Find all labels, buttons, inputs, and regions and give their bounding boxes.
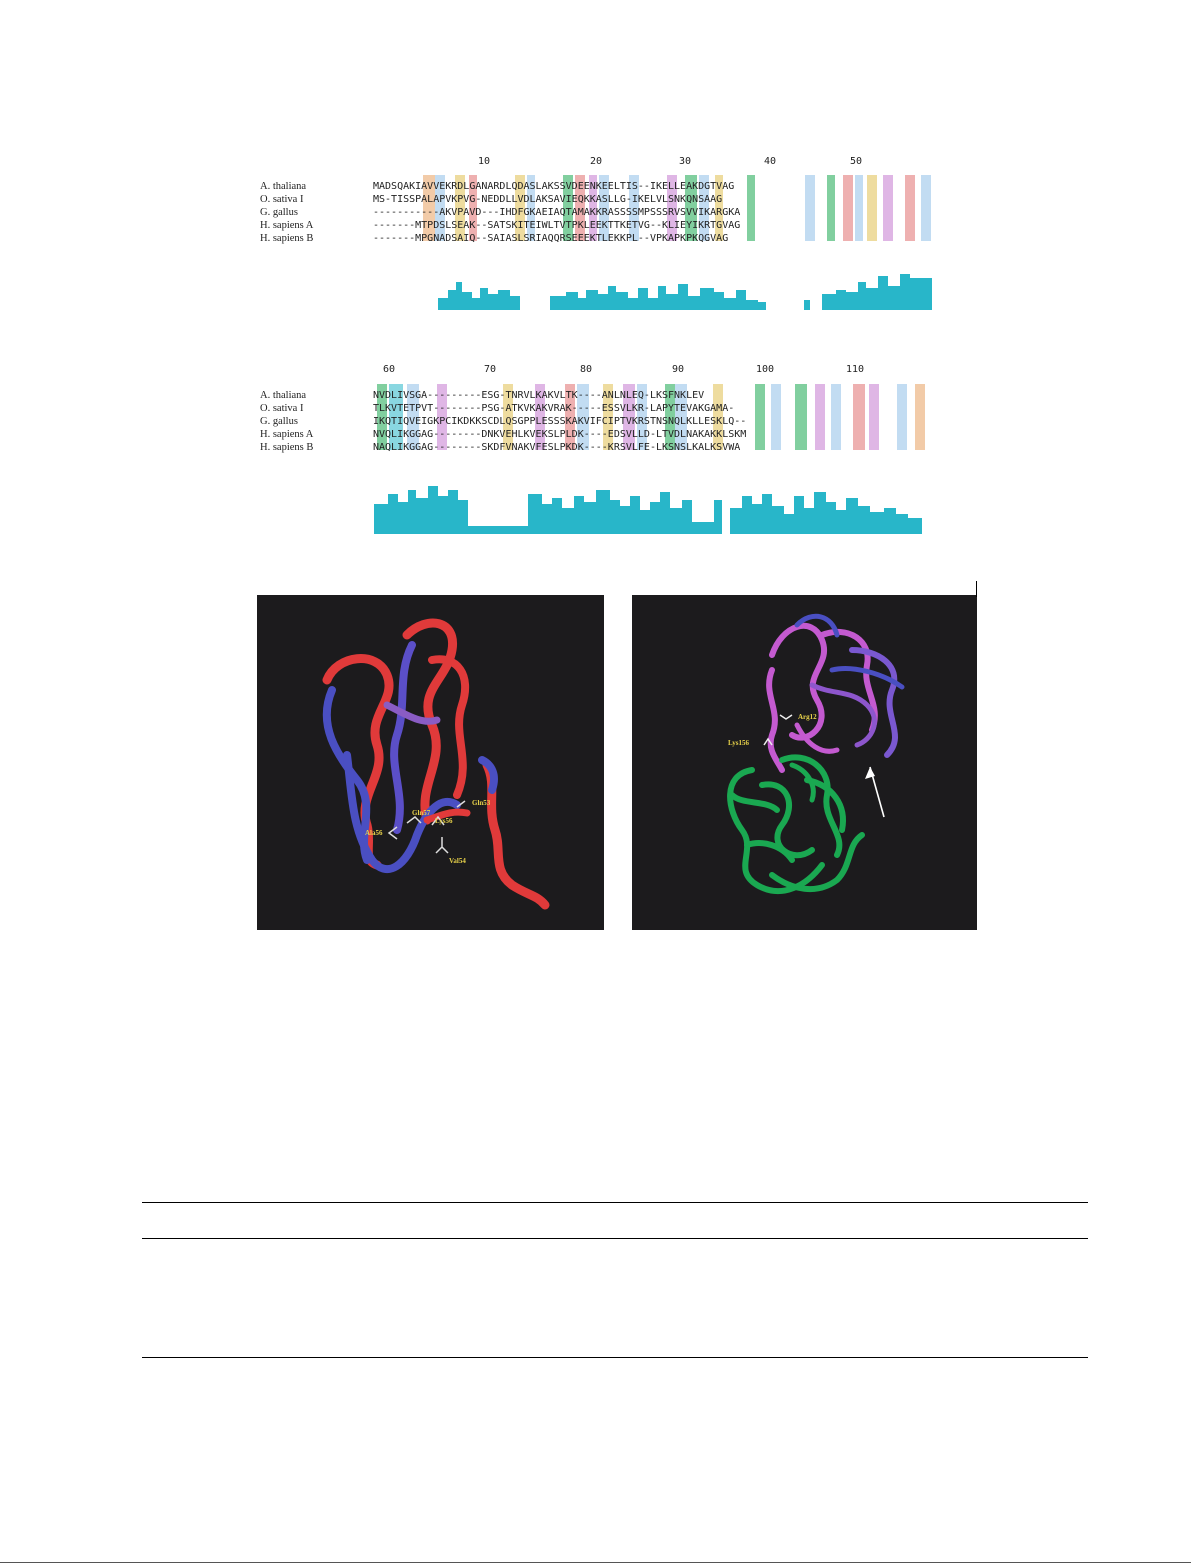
alignment-color-column xyxy=(867,175,877,241)
ruler-label: 100 xyxy=(756,364,775,375)
ruler-label: 90 xyxy=(672,364,685,375)
sequence-row: NVQLIKGGAG--------DNKVEHLKVEKSLPLDK----EDSVLLD-LTVDLNAKAKKLSKM xyxy=(373,429,747,440)
species-name: A. thaliana xyxy=(260,181,307,192)
ruler-label: 60 xyxy=(383,364,396,375)
ruler-label: 10 xyxy=(478,156,491,167)
ruler-label: 40 xyxy=(764,156,777,167)
table-rule-header xyxy=(142,1238,1088,1239)
alignment-color-column xyxy=(883,175,893,241)
alignment-color-column xyxy=(805,175,815,241)
alignment-color-column xyxy=(755,384,765,450)
sequence-row: -------MPGNADSAIQ--SAIASLSRIAQQRSEEEKTLEKKPL--VPKAPKPKQGVAG xyxy=(373,233,729,244)
sequence-row: NAQLIKGGAG--------SKDFVNAKVFESLPKDK----KRSVLFE-LKSNSLKALKSVWA xyxy=(373,442,741,453)
sequence-row: TLKVTETPVT--------PSG-ATKVKAKVRAK-----ESSVLKR-LAPYTEVAKGAMA- xyxy=(373,403,735,414)
species-name: O. sativa I xyxy=(260,194,304,205)
ruler-label: 30 xyxy=(679,156,692,167)
ribbon-structure-complex xyxy=(632,595,977,930)
alignment-color-column xyxy=(915,384,925,450)
alignment-color-column xyxy=(747,175,755,241)
alignment-color-column xyxy=(843,175,853,241)
species-name: G. gallus xyxy=(260,207,298,218)
species-name: H. sapiens A xyxy=(260,220,314,231)
residue-label: Lys156 xyxy=(728,739,750,747)
alignment-color-column xyxy=(771,384,781,450)
panel-edge-tick xyxy=(976,581,977,597)
alignment-color-column xyxy=(831,384,841,450)
structure-panel-left xyxy=(257,595,604,930)
alignment-color-column xyxy=(905,175,915,241)
ruler-label: 50 xyxy=(850,156,863,167)
ribbon-structure-red-blue xyxy=(257,595,604,930)
ruler-label: 80 xyxy=(580,364,593,375)
alignment-color-column xyxy=(795,384,807,450)
species-name: H. sapiens A xyxy=(260,429,314,440)
alignment-color-column xyxy=(897,384,907,450)
alignment-color-column xyxy=(815,384,825,450)
table-rule-bottom xyxy=(142,1357,1088,1358)
ruler-label: 110 xyxy=(846,364,865,375)
sequence-row: NVDLIVSGA---------ESG-TNRVLKAKVLTK----ANLNLEQ-LKSFNKLEV xyxy=(373,390,705,401)
residue-label: Ala56 xyxy=(365,829,383,837)
alignment-block-2 xyxy=(258,362,938,537)
residue-label: Arg12 xyxy=(798,713,817,721)
residue-label: Gln57 xyxy=(412,809,431,817)
sequence-row: MADSQAKIAVVEKRDLGANARDLQDASLAKSSVDEENKEELTIS--IKELLEAKDGTVAG xyxy=(373,181,735,192)
species-name: G. gallus xyxy=(260,416,298,427)
sequence-row: IKQTIQVEIGKPCIKDKKSCDLQSGPPLESSSKAKVIFCIPTVKRSTNSNQLKLLESKLQ-- xyxy=(373,416,747,427)
alignment-block-1 xyxy=(258,150,938,315)
species-name: H. sapiens B xyxy=(260,442,314,453)
species-name: O. sativa I xyxy=(260,403,304,414)
structure-panel-right xyxy=(632,595,977,930)
alignment-color-column xyxy=(827,175,835,241)
alignment-color-column xyxy=(869,384,879,450)
sequence-row: MS-TISSPALAPVKPVG-NEDDLLVDLAKSAVIEQKKASLLG-IKELVLSNKQNSAAG xyxy=(373,194,723,205)
residue-label: Gln53 xyxy=(472,799,491,807)
species-name: A. thaliana xyxy=(260,390,307,401)
alignment-color-column xyxy=(853,384,865,450)
residue-label: Lys56 xyxy=(435,817,453,825)
table-rule-top xyxy=(142,1202,1088,1203)
sequence-row: -------MTPDSLSEAK--SATSKITEIWLTVTPKLEEKTTKETVG--KLIEYIKRTGVAG xyxy=(373,220,741,231)
residue-label: Val54 xyxy=(449,857,466,865)
sequence-row: -----------AKVPAVD---IHDFGKAEIAQTAMAKKRASSSSMPSSSRVSVVIKARGKA xyxy=(373,207,741,218)
ruler-label: 20 xyxy=(590,156,603,167)
conservation-histogram xyxy=(438,272,938,310)
conservation-histogram xyxy=(374,482,938,534)
ruler-label: 70 xyxy=(484,364,497,375)
alignment-color-column xyxy=(921,175,931,241)
page-bottom-edge xyxy=(0,1562,1191,1563)
species-name: H. sapiens B xyxy=(260,233,314,244)
alignment-color-column xyxy=(855,175,863,241)
